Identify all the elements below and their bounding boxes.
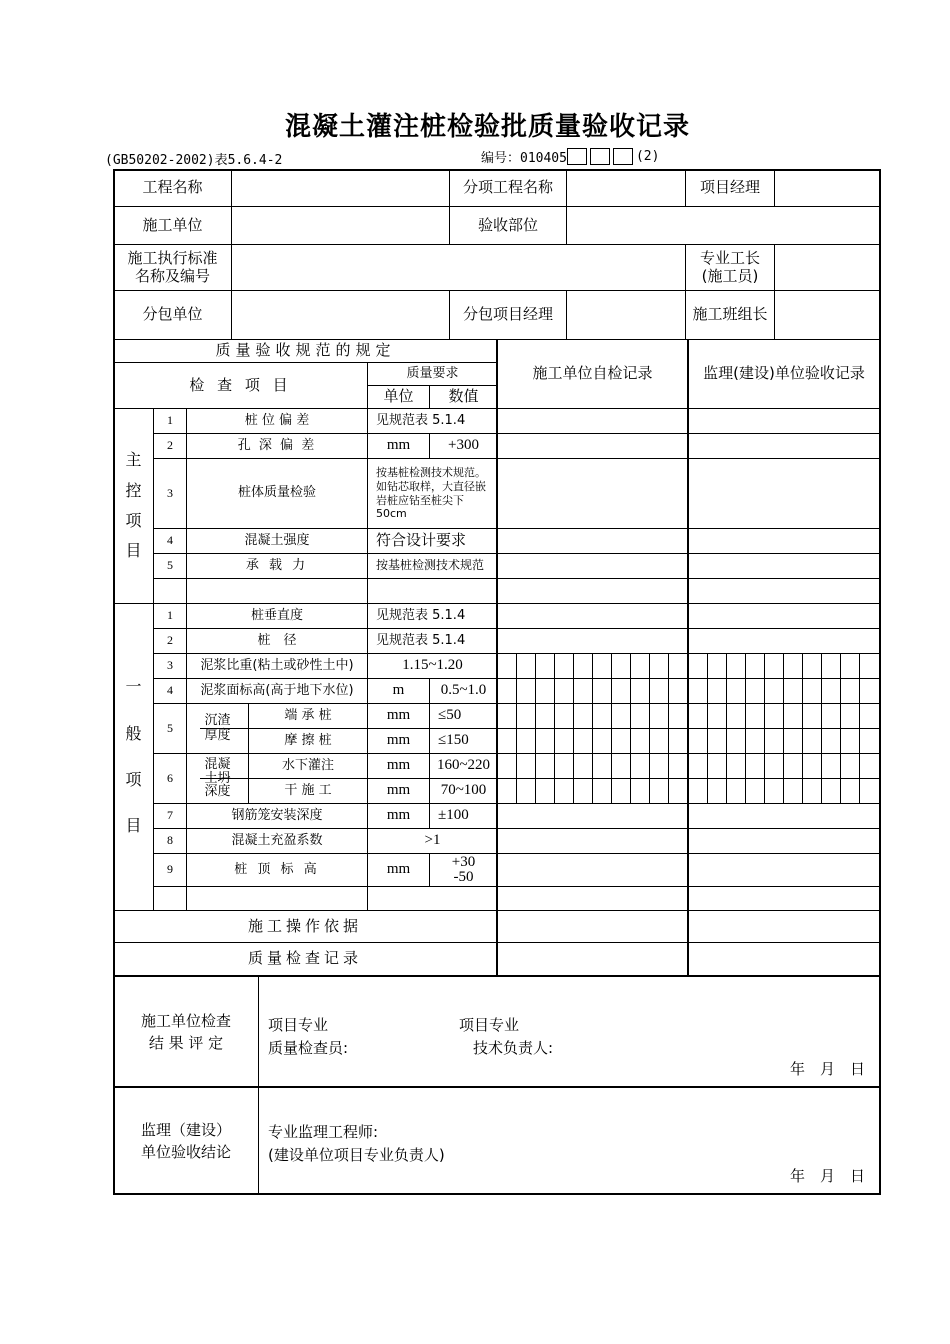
subcontractor-field[interactable] [232, 291, 449, 339]
supervision-eval-label-line1: 监理（建设） [140, 1120, 231, 1139]
foreman-label [686, 245, 774, 290]
record-number-prefix: 编号：010405 [481, 151, 567, 166]
main-label-char: 主 [125, 450, 142, 470]
project-name-label: 工程名称 [142, 178, 203, 197]
foreman-field[interactable] [775, 245, 879, 290]
construction-unit-label: 施工单位 [142, 215, 203, 234]
number-box-2[interactable] [590, 148, 610, 165]
standard-code: (GB50202-2002)表5.6.4-2 [105, 153, 283, 168]
row-number: 7 [167, 808, 173, 823]
supervision-heading: 监理(建设)单位验收记录 [703, 364, 865, 383]
general-label-char: 般 [125, 723, 142, 743]
sub-item-name: 端 承 桩 [284, 707, 332, 723]
quality-inspector-label [268, 1014, 348, 1060]
value-heading: 数值 [448, 387, 479, 406]
supervision-engineer-label [268, 1121, 445, 1167]
subcontractor-label: 分包单位 [142, 305, 203, 324]
standard-label-line2: 名称及编号 [134, 266, 210, 285]
project-manager-field[interactable] [775, 170, 879, 206]
sub-manager-label: 分包项目经理 [462, 305, 553, 324]
item-unit: m [392, 682, 405, 699]
self-eval-label-line2: 结 果 评 定 [148, 1033, 224, 1052]
group-label-sediment [187, 704, 248, 753]
row-number: 1 [167, 413, 173, 428]
quality-record-label: 质量检查记录 [247, 949, 362, 968]
standard-label-line1: 施工执行标准 [127, 249, 218, 268]
item-value: ±100 [438, 807, 469, 824]
group-label-line: 厚度 [204, 727, 231, 743]
standard-field[interactable] [232, 245, 685, 290]
record-number-suffix: (2) [635, 149, 660, 164]
item-name: 桩垂直度 [250, 607, 303, 623]
technical-lead-label [459, 1014, 553, 1060]
quality-inspector-line2: 质量检查员: [268, 1039, 349, 1057]
operation-basis-label: 施工操作依据 [247, 916, 362, 935]
item-value: 160~220 [436, 757, 491, 774]
general-label-char: 项 [125, 770, 142, 789]
row-number: 3 [167, 485, 173, 500]
item-value: ≤50 [438, 707, 462, 724]
item-name: 桩 径 [257, 632, 297, 648]
quality-req-heading: 质量要求 [406, 365, 459, 381]
record-number [481, 147, 659, 166]
sub-project-field[interactable] [567, 170, 685, 206]
row-number: 1 [167, 608, 173, 623]
foreman-label-line1: 专业工长 [699, 249, 760, 268]
group-label-line: 深度 [204, 784, 231, 800]
supervision-engineer-line2: (建设单位项目专业负责人) [268, 1146, 445, 1164]
value-upper: +30 [451, 854, 476, 870]
quality-record-supervision-field[interactable] [689, 943, 879, 975]
item-unit: mm [386, 732, 411, 749]
sub-manager-field[interactable] [567, 291, 685, 339]
main-label-char: 项 [125, 511, 142, 530]
foreman-label-line2: (施工员) [701, 266, 759, 285]
general-label-char: 一 [125, 677, 142, 697]
row-number: 2 [167, 633, 173, 648]
row-number: 6 [167, 770, 173, 785]
item-requirement: 符合设计要求 [376, 531, 467, 550]
row-number: 4 [167, 533, 173, 548]
item-requirement: >1 [424, 832, 441, 849]
general-items-label [114, 604, 153, 910]
item-requirement: 见规范表 5.1.4 [376, 412, 466, 428]
item-value: ≤150 [438, 732, 469, 749]
project-name-field[interactable] [232, 170, 449, 206]
quality-inspector-line1: 项目专业 [268, 1016, 329, 1034]
value-lower: -50 [453, 869, 474, 885]
row-number: 5 [167, 720, 173, 735]
sub-item-name: 摩 擦 桩 [284, 732, 332, 748]
item-requirement: 见规范表 5.1.4 [376, 632, 466, 648]
sub-item-name: 干 施 工 [284, 782, 332, 798]
supervision-eval-date: 年 月 日 [790, 1167, 866, 1185]
item-value: 70~100 [440, 782, 487, 799]
item-value: +300 [448, 437, 479, 454]
item-name: 混凝土充盈系数 [231, 832, 323, 848]
standard-label [114, 245, 231, 290]
supervision-engineer-line1: 专业监理工程师: [268, 1123, 379, 1141]
team-leader-label: 施工班组长 [692, 305, 768, 324]
group-label-slump [187, 754, 248, 803]
main-label-char: 目 [125, 541, 142, 561]
number-box-1[interactable] [567, 148, 587, 165]
row-number: 4 [167, 683, 173, 698]
item-value: 0.5~1.0 [440, 682, 487, 699]
team-leader-field[interactable] [775, 291, 879, 339]
general-label-char: 目 [125, 816, 142, 836]
number-box-3[interactable] [613, 148, 633, 165]
quality-record-field[interactable] [498, 943, 687, 975]
sub-item-name: 水下灌注 [281, 757, 334, 773]
construction-unit-field[interactable] [232, 207, 449, 244]
item-name: 混凝土强度 [244, 532, 310, 548]
quality-rules-heading: 质量验收规范的规定 [215, 341, 396, 360]
item-name: 桩体质量检验 [237, 485, 316, 501]
row-number: 2 [167, 438, 173, 453]
item-unit: mm [386, 757, 411, 774]
operation-basis-supervision-field[interactable] [689, 911, 879, 942]
acceptance-part-label: 验收部位 [477, 215, 538, 234]
item-requirement: 按基桩检测技术规范 [376, 558, 485, 573]
acceptance-part-field[interactable] [567, 207, 879, 244]
item-value [430, 854, 497, 886]
self-check-heading: 施工单位自检记录 [532, 364, 653, 383]
supervision-eval-label-line2: 单位验收结论 [140, 1142, 231, 1161]
group-label-line: 土坍 [204, 770, 231, 786]
group-label-line: 沉渣 [204, 712, 231, 728]
supervision-eval-label [114, 1088, 258, 1193]
row-number: 8 [167, 833, 173, 848]
row-number: 3 [167, 658, 173, 673]
project-manager-label: 项目经理 [699, 178, 760, 197]
row-number: 5 [167, 558, 173, 573]
item-name: 承 载 力 [245, 557, 309, 573]
item-requirement: 见规范表 5.1.4 [376, 607, 466, 623]
technical-lead-line2: 技术负责人: [473, 1039, 554, 1057]
group-label-line: 混凝 [204, 757, 231, 773]
main-label-char: 控 [125, 480, 142, 500]
item-unit: mm [386, 807, 411, 824]
item-name: 桩 顶 标 高 [234, 861, 320, 877]
page-title: 混凝土灌注桩检验批质量验收记录 [284, 112, 690, 142]
sub-project-label: 分项工程名称 [462, 178, 553, 197]
unit-heading: 单位 [383, 387, 414, 406]
item-name: 桩 位 偏 差 [244, 412, 310, 428]
technical-lead-line1: 项目专业 [459, 1016, 520, 1034]
item-name: 孔 深 偏 差 [237, 437, 317, 453]
operation-basis-field[interactable] [498, 911, 687, 942]
item-name: 泥浆比重(粘土或砂性土中) [200, 657, 354, 673]
item-unit: mm [386, 707, 411, 724]
item-name: 钢筋笼安装深度 [231, 807, 323, 823]
item-unit: mm [386, 782, 411, 799]
self-eval-date: 年 月 日 [790, 1060, 866, 1078]
self-eval-label [114, 977, 258, 1086]
check-items-heading: 检 查 项 目 [189, 375, 292, 394]
self-eval-label-line1: 施工单位检查 [140, 1011, 231, 1030]
main-items-label [114, 409, 153, 603]
item-name: 泥浆面标高(高于地下水位) [200, 682, 354, 698]
row-number: 9 [167, 862, 173, 877]
item-requirement: 按基桩检测技术规范。如钻芯取样，大直径嵌岩桩应钻至桩尖下 50cm [376, 466, 486, 521]
item-unit: mm [386, 861, 411, 878]
item-requirement: 1.15~1.20 [402, 657, 463, 674]
item-unit: mm [386, 437, 411, 454]
